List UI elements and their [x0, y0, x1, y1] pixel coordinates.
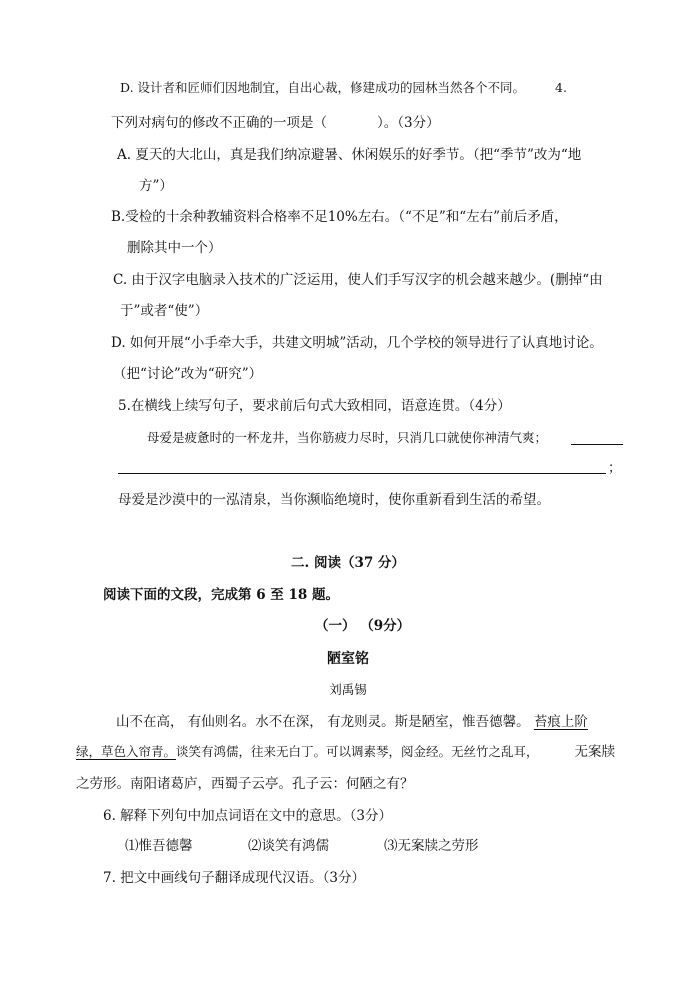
q6-item-2: ⑵谈笑有鸿儒 — [248, 838, 329, 854]
q4-option-d-line1: D. 如何开展“小手牵大手，共建文明城”活动，几个学校的领导进行了认真地讨论。 — [111, 335, 603, 351]
q6-item-1: ⑴惟吾德馨 — [125, 838, 193, 854]
q6-item-3: ⑶无案牍之劳形 — [384, 838, 479, 854]
q4-option-b-line1: B.受检的十余种教辅资料合格率不足10%左右。（“不足”和“左右”前后矛盾， — [111, 209, 568, 225]
section-instruction: 阅读下面的文段，完成第 6 至 18 题。 — [103, 587, 339, 603]
poem-text-line1 — [116, 712, 588, 732]
q4-option-d-line2: （把“讨论”改为“研究”） — [113, 366, 263, 382]
q4-option-b-line2: 删除其中一个） — [127, 240, 222, 256]
poem-author: 刘禹锡 — [329, 682, 367, 697]
underlined-sentence-cont: 绿，草色入帘青。 — [76, 744, 177, 759]
poem-text-line3: 之劳形。南阳诸葛庐，西蜀子云亭。孔子云：何陋之有？ — [76, 776, 414, 792]
poem-text-segment: 无案牍 — [574, 744, 616, 760]
underlined-sentence: 苔痕上阶 — [533, 714, 588, 730]
part-heading: （一） （9分） — [315, 618, 411, 634]
q4-stem-end: ）。（3分） — [377, 115, 440, 131]
q5-sentence-3: 母爱是沙漠中的一泓清泉，当你濒临绝境时，使你重新看到生活的希望。 — [118, 492, 550, 508]
q4-option-a-line2: 方”） — [139, 178, 173, 194]
q5-stem: 5.在横线上续写句子，要求前后句式大致相同，语意连贯。（4分） — [118, 398, 511, 414]
q4-option-a-line1: A. 夏天的大北山，真是我们纳凉避暑、休闲娱乐的好季节。（把“季节”改为“地 — [117, 147, 582, 163]
q5-answer-blank-1 — [571, 444, 623, 445]
q5-sentence-1: 母爱是疲惫时的一杯龙井，当你筋疲力尽时，只消几口就使你神清气爽； — [147, 430, 548, 445]
poem-title: 陋室铭 — [327, 651, 369, 667]
q5-answer-blank-2 — [118, 473, 606, 474]
q5-semicolon: ； — [608, 460, 622, 476]
q3-option-d — [120, 78, 567, 98]
q3-option-d-text: D. 设计者和匠师们因地制宜，自出心裁，修建成功的园林当然各个不同。 — [120, 80, 526, 95]
q4-option-c-line2: 于”或者“使”） — [120, 303, 209, 319]
q4-option-c-line1: C. 由于汉字电脑录入技术的广泛运用，使人们手写汉字的机会越来越少。(删掉“由 — [113, 272, 603, 288]
q4-stem — [111, 113, 440, 133]
q6-stem: 6. 解释下列句中加点词语在文中的意思。（3分） — [103, 808, 393, 824]
poem-text-line2 — [76, 742, 615, 762]
question-number: 4. — [555, 80, 567, 95]
q4-stem-start: 下列对病句的修改不正确的一项是（ — [111, 115, 327, 131]
poem-text-segment: 谈笑有鸿儒，往来无白丁。可以调素琴，阅金经。无丝竹之乱耳， — [176, 744, 539, 759]
section-title: 二. 阅读（37 分） — [291, 555, 405, 571]
q7-stem: 7. 把文中画线句子翻译成现代汉语。（3分） — [103, 870, 366, 886]
poem-text-segment: 山不在高， 有仙则名。水不在深， 有龙则灵。斯是陋室，惟吾德馨。 — [116, 714, 530, 730]
